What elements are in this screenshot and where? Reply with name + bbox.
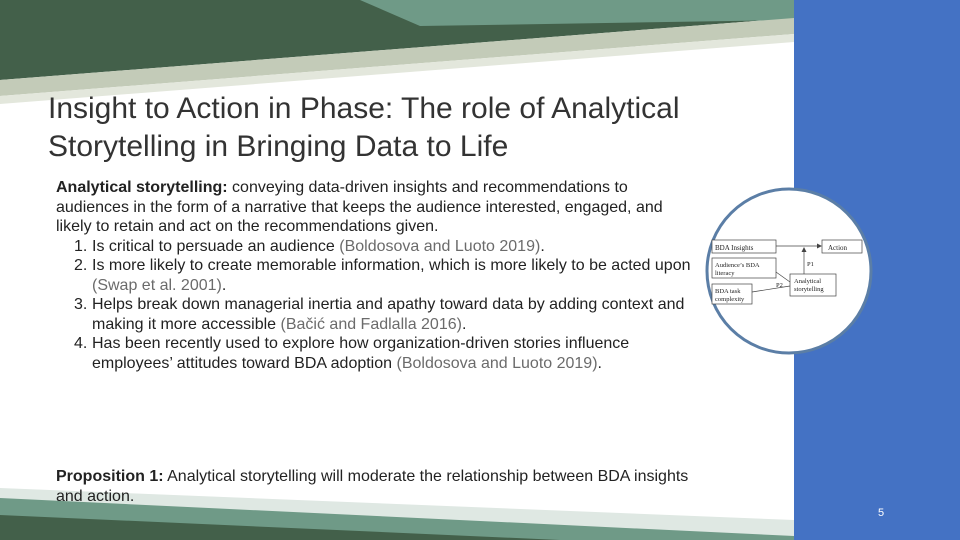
list-item-text: Is critical to persuade an audience xyxy=(92,237,340,255)
list-item-end: . xyxy=(461,315,467,333)
slide-title: Insight to Action in Phase: The role of Analytical Storytelling in Bringing Data to Life xyxy=(48,92,680,163)
box-task-label-1: BDA task xyxy=(715,288,741,295)
intro-text: conveying data-driven insights and recommendations to audiences in the form of a narrative that keeps the audience interested, engaged, and likely to retain and act on the recommendations given. xyxy=(56,179,663,235)
intro-paragraph xyxy=(56,178,696,237)
slide-body xyxy=(56,178,696,373)
list-item-end: . xyxy=(540,237,545,255)
list-item-text: Helps break down managerial inertia and apathy toward data by adding context and making it more accessible xyxy=(92,296,685,333)
box-storytelling-label-1: Analytical xyxy=(794,278,822,285)
list-item xyxy=(56,237,696,257)
proposition xyxy=(56,467,696,506)
numbered-list xyxy=(56,237,696,374)
list-item-citation: (Bačić and Fadlalla 2016) xyxy=(280,315,462,333)
list-item xyxy=(56,256,696,295)
list-item-number: 3. xyxy=(74,296,88,313)
proposition-term: Proposition 1: xyxy=(56,468,164,485)
label-p1: P1 xyxy=(807,261,814,268)
list-item-number: 2. xyxy=(74,257,88,274)
list-item-text: Has been recently used to explore how organization-driven stories influence employees’ attitudes toward BDA adoption xyxy=(92,335,630,372)
label-p2: P2 xyxy=(776,282,783,289)
proposition-text: Analytical storytelling will moderate the relationship between BDA insights and action. xyxy=(56,468,689,505)
list-item-citation: (Boldosova and Luoto 2019) xyxy=(339,237,541,255)
list-item-citation: (Swap et al. 2001) xyxy=(92,276,222,294)
box-task-label-2: complexity xyxy=(715,296,745,303)
list-item-end: . xyxy=(597,354,602,372)
list-item-text: Is more likely to create memorable information, which is more likely to be acted upon xyxy=(92,257,691,274)
box-literacy-label-1: Audience’s BDA xyxy=(715,262,760,269)
box-literacy-label-2: literacy xyxy=(715,270,735,277)
box-action-label: Action xyxy=(828,244,848,252)
box-storytelling-label-2: storytelling xyxy=(794,286,824,293)
box-bda-insights-label: BDA Insights xyxy=(715,244,754,252)
intro-term: Analytical storytelling: xyxy=(56,179,228,196)
research-model-diagram xyxy=(704,186,874,356)
list-item-end: . xyxy=(221,276,227,294)
list-item-number: 1. xyxy=(74,237,88,255)
list-item-citation: (Boldosova and Luoto 2019) xyxy=(396,354,598,372)
list-item-number: 4. xyxy=(74,335,88,352)
list-item xyxy=(56,334,696,373)
page-number: 5 xyxy=(878,507,885,519)
list-item xyxy=(56,295,696,334)
